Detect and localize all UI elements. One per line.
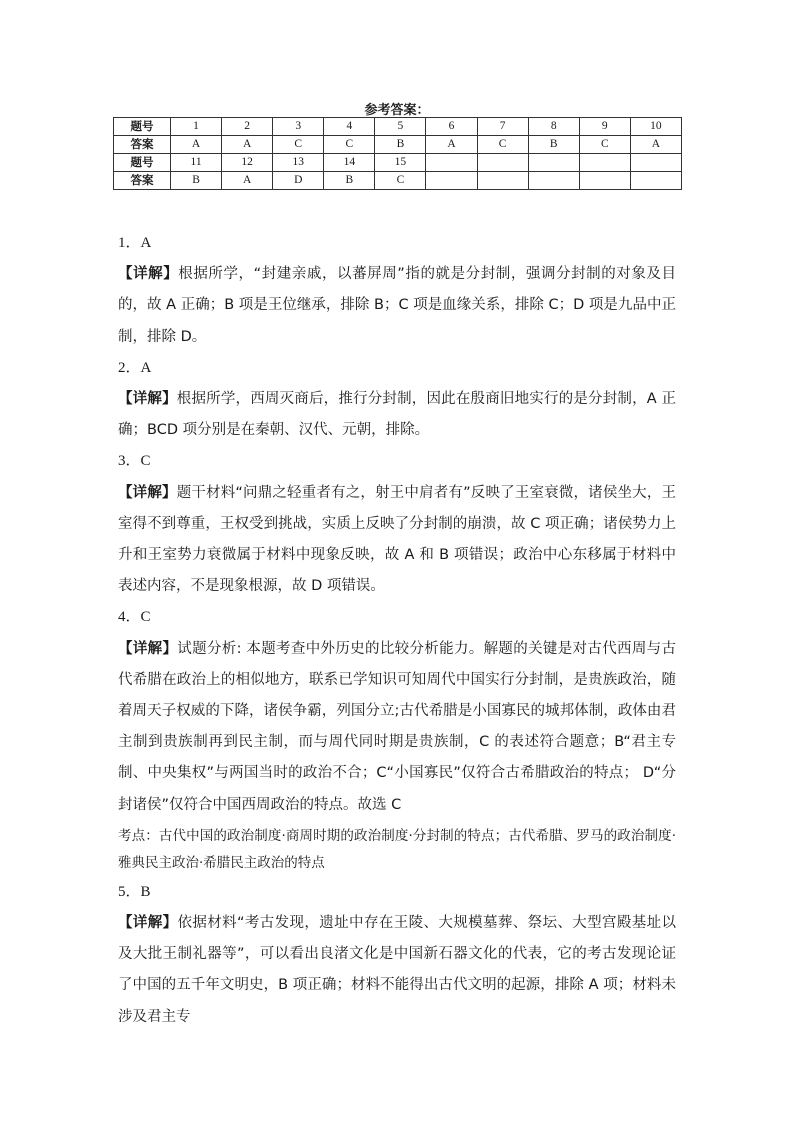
table-cell [426,172,477,190]
row-header: 答案 [114,136,171,154]
table-cell: A [630,136,681,154]
table-cell [426,154,477,172]
table-cell: C [477,136,528,154]
table-cell: A [222,172,273,190]
table-row [114,136,682,154]
table-cell: 8 [528,118,579,136]
table-cell: B [324,172,375,190]
table-cell: D [273,172,324,190]
question-number: 2．A [118,359,152,376]
explanation-text: 试题分析: 本题考查中外历史的比较分析能力。解题的关键是对古代西周与古代希腊在政治上的相似地方，联系已学知识可知周代中国实行分封制，是贵族政治，随着周天子权威的下降，诸侯争霸，列国分立;古代希腊是小国寡民的城邦体制，政体由君主制到贵族制再到民主制，而与周代同时期是贵族制，C 的表述符合题意；B“君主专制、中央集权”与两国当时的政治不合；C“小国寡民”仅符合古希腊政治的特点； D“分封诸侯”仅符合中国西周政治的特点。故选 C [118,640,677,813]
table-cell [630,154,681,172]
table-cell [579,172,630,190]
row-header: 答案 [114,172,171,190]
page-title: 参考答案： [364,103,430,118]
table-cell [477,172,528,190]
explanation-paragraph [118,634,676,821]
row-header: 题号 [114,118,171,136]
table-cell: 7 [477,118,528,136]
table-cell: A [426,136,477,154]
explanations [118,228,676,1033]
table-cell [579,154,630,172]
question-number: 1．A [118,235,152,251]
table-cell [528,154,579,172]
table-cell [477,154,528,172]
table-cell: B [171,172,222,190]
explanation-text: 根据所学，西周灭商后，推行分封制，因此在殷商旧地实行的是分封制，A 正确；BCD 项分别是在秦朝、汉代、元朝，排除。 [118,391,677,439]
table-cell: C [273,136,324,154]
table-cell: 14 [324,154,375,172]
table-cell: 1 [171,118,222,136]
table-cell: 9 [579,118,630,136]
explanation-paragraph [118,259,676,353]
detail-tag: 【详解】 [118,391,177,408]
table-cell: B [528,136,579,154]
table-cell: C [324,136,375,154]
explanation-paragraph [118,384,676,446]
table-cell: 2 [222,118,273,136]
table-cell [528,172,579,190]
detail-tag: 【详解】 [118,484,177,501]
table-cell: 5 [375,118,426,136]
detail-tag: 【详解】 [118,266,179,283]
table-cell: 13 [273,154,324,172]
explanation-text: 依据材料“考古发现，遗址中存在王陵、大规模墓葬、祭坛、大型宫殿基址以及大批王制礼器等”，可以看出良渚文化是中国新石器文化的代表，它的考古发现论证了中国的五千年文明史，B 项正确；材料不能得出古代文明的起源，排除 A 项；材料未涉及君主专 [118,915,676,1025]
explanation-text: 题干材料“问鼎之轻重者有之，射王中肩者有”反映了王室衰微，诸侯坐大，王室得不到尊重，王权受到挑战，实质上反映了分封制的崩溃，故 C 项正确；诸侯势力上升和王室势力衰微属于材料中现象反映，故 A 和 B 项错误；政治中心东移属于材料中表述内容，不是现象根源，故 D 项错误。 [118,484,676,595]
row-header: 题号 [114,154,171,172]
table-cell: 4 [324,118,375,136]
detail-tag: 【详解】 [118,915,178,932]
table-cell: 12 [222,154,273,172]
table-cell: 6 [426,118,477,136]
explanation-paragraph [118,478,676,603]
table-cell: C [375,172,426,190]
table-cell: A [222,136,273,154]
question-number: 5．B [118,883,151,900]
table-row [114,118,682,136]
table-cell [630,172,681,190]
table-row [114,172,682,190]
table-cell: 10 [630,118,681,136]
explanation-paragraph [118,908,676,1033]
question-number: 4．C [118,609,151,626]
table-cell: A [171,136,222,154]
table-row [114,154,682,172]
table-cell: C [579,136,630,154]
table-cell: 11 [171,154,222,172]
knowledge-point-note: 考点：古代中国的政治制度·商周时期的政治制度·分封制的特点；古代希腊、罗马的政治制度·雅典民主政治·希腊民主政治的特点 [118,827,676,871]
answer-table [113,117,682,190]
table-cell: B [375,136,426,154]
question-number: 3．C [118,453,151,470]
table-cell: 15 [375,154,426,172]
detail-tag: 【详解】 [118,640,178,657]
table-cell: 3 [273,118,324,136]
explanation-text: 根据所学，“封建亲戚，以蕃屏周”指的就是分封制，强调分封制的对象及目的，故 A 正确；B 项是王位继承，排除 B；C 项是血缘关系，排除 C；D 项是九品中正制，排除 D。 [118,266,677,345]
